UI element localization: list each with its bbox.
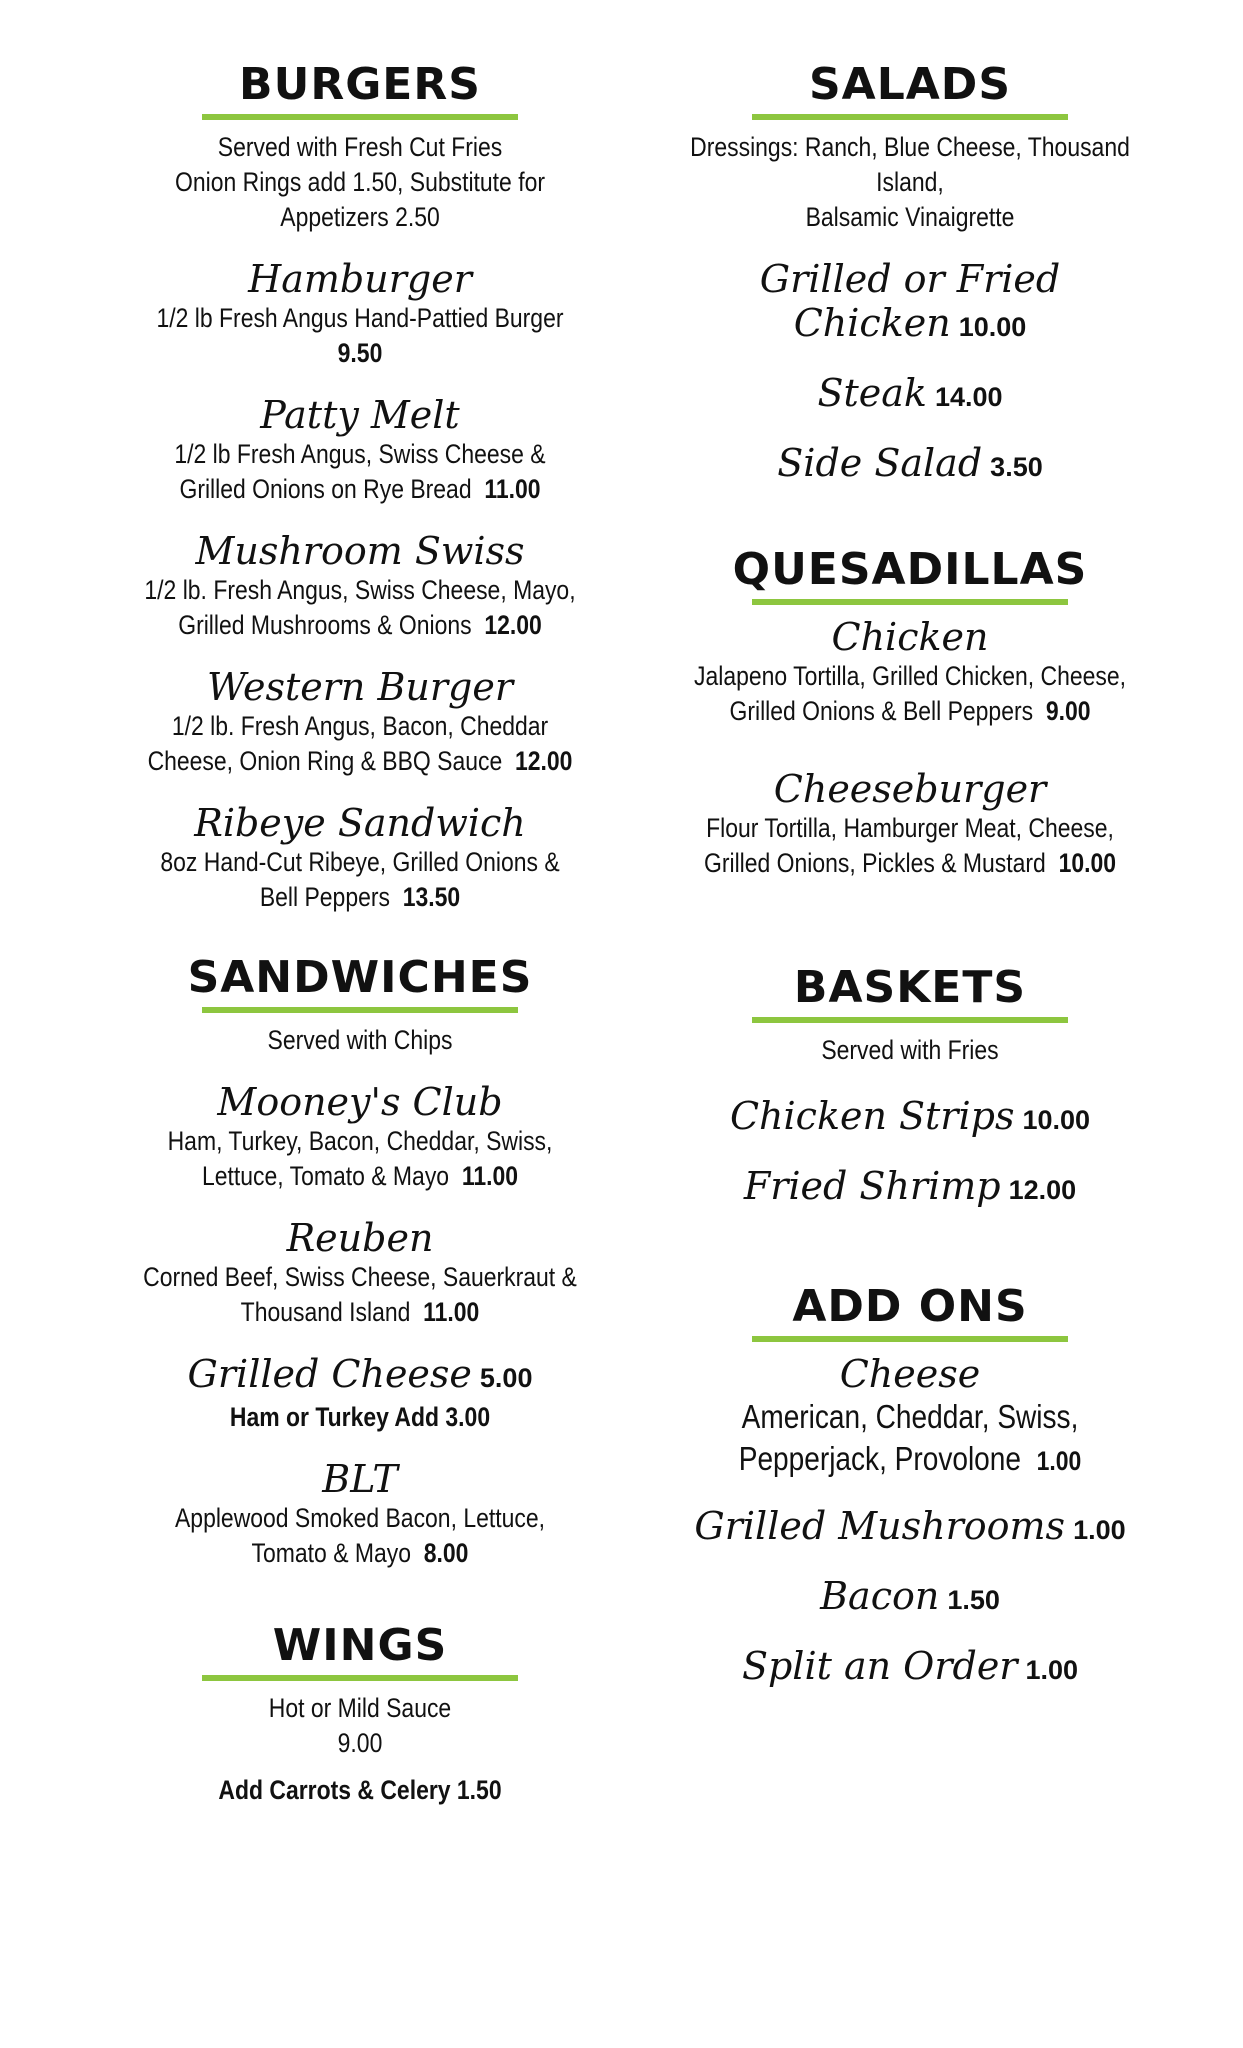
menu-item-patty-melt xyxy=(100,393,620,507)
addons-section xyxy=(650,1282,1170,1692)
item-desc-text: 1/2 lb Fresh Angus Hand-Pattied Burger xyxy=(156,303,564,333)
item-desc-text: American, Cheddar, Swiss, Pepperjack, Provolone xyxy=(738,1398,1079,1477)
menu-item-western-burger xyxy=(100,665,620,779)
menu-item-grilled-cheese xyxy=(100,1352,620,1435)
item-price: 1.00 xyxy=(1025,1655,1079,1685)
menu-item-reuben xyxy=(100,1216,620,1330)
item-desc xyxy=(139,1501,581,1571)
item-name: Chicken xyxy=(831,615,989,659)
item-name-row xyxy=(650,1094,1170,1142)
item-price: 11.00 xyxy=(484,474,541,504)
item-desc-text: Flour Tortilla, Hamburger Meat, Cheese, Grilled Onions, Pickles & Mustard xyxy=(703,813,1114,878)
item-name-row xyxy=(650,1574,1170,1622)
wings-price: 9.00 xyxy=(337,1728,383,1758)
item-name: Reuben xyxy=(286,1216,434,1260)
item-desc xyxy=(139,573,581,643)
item-name-row xyxy=(650,1644,1170,1692)
item-price: 11.00 xyxy=(423,1297,480,1327)
item-name: Hamburger xyxy=(248,257,472,301)
menu-item-grilled-mushrooms xyxy=(650,1504,1170,1552)
item-desc xyxy=(139,1260,581,1330)
item-desc xyxy=(139,1124,581,1194)
item-name-row xyxy=(650,441,1170,489)
section-underline xyxy=(752,1017,1068,1023)
item-name-row xyxy=(650,1504,1170,1552)
addons-title: ADD ONS xyxy=(792,1281,1028,1332)
item-name-row xyxy=(650,371,1170,419)
section-underline xyxy=(202,1675,518,1681)
menu-item-steak xyxy=(650,371,1170,419)
baskets-title: BASKETS xyxy=(793,962,1027,1013)
menu-item-mooneys-club xyxy=(100,1080,620,1194)
quesadillas-title: QUESADILLAS xyxy=(732,544,1088,595)
item-desc xyxy=(689,1396,1131,1482)
item-desc xyxy=(689,811,1131,881)
item-price: 9.50 xyxy=(337,338,383,368)
wings-section xyxy=(100,1621,620,1808)
burgers-desc-line: Appetizers 2.50 xyxy=(280,202,440,232)
section-underline xyxy=(752,1336,1068,1342)
item-name: Grilled Cheese xyxy=(187,1352,472,1396)
item-desc xyxy=(139,845,581,915)
menu-item-grilled-fried-chicken xyxy=(650,257,1170,349)
section-underline xyxy=(202,1007,518,1013)
item-desc xyxy=(689,659,1131,729)
right-column xyxy=(650,60,1170,1730)
item-price: 10.00 xyxy=(958,312,1027,342)
item-name: Mushroom Swiss xyxy=(195,529,525,573)
menu-item-ribeye-sandwich xyxy=(100,801,620,915)
item-name-row xyxy=(650,1164,1170,1212)
salads-title: SALADS xyxy=(808,59,1012,110)
item-desc-text: 1/2 lb. Fresh Angus, Bacon, Cheddar Cheese, Onion Ring & BBQ Sauce xyxy=(147,711,549,776)
item-name: Steak xyxy=(817,371,927,415)
section-underline xyxy=(752,599,1068,605)
burgers-section xyxy=(100,60,620,915)
item-name: Chicken Strips xyxy=(729,1094,1015,1138)
item-desc-text: 1/2 lb. Fresh Angus, Swiss Cheese, Mayo, Grilled Mushrooms & Onions xyxy=(144,575,576,640)
menu-item-mushroom-swiss xyxy=(100,529,620,643)
item-name: Split an Order xyxy=(741,1644,1018,1688)
menu-item-split-order xyxy=(650,1644,1170,1692)
item-desc-text: Corned Beef, Swiss Cheese, Sauerkraut & Thousand Island xyxy=(143,1262,577,1327)
menu-item-blt xyxy=(100,1457,620,1571)
item-price: 12.00 xyxy=(514,746,573,776)
wings-title: WINGS xyxy=(272,1620,448,1671)
baskets-desc: Served with Fries xyxy=(821,1035,999,1065)
menu-item-cheeseburger-quesadilla xyxy=(650,767,1170,881)
burgers-desc-line: Served with Fresh Cut Fries xyxy=(217,132,503,162)
item-price: 13.50 xyxy=(402,882,461,912)
item-desc xyxy=(139,709,581,779)
menu-item-hamburger xyxy=(100,257,620,371)
menu-item-side-salad xyxy=(650,441,1170,489)
burgers-desc-line: Onion Rings add 1.50, Substitute for xyxy=(175,167,545,197)
item-price: 1.00 xyxy=(1036,1446,1082,1476)
menu-item-fried-shrimp xyxy=(650,1164,1170,1212)
item-price: 1.00 xyxy=(1073,1515,1126,1545)
item-name: Cheeseburger xyxy=(773,767,1047,811)
menu-item-chicken-quesadilla xyxy=(650,615,1170,729)
wings-extra: Add Carrots & Celery 1.50 xyxy=(218,1775,502,1805)
burgers-title: BURGERS xyxy=(239,59,481,110)
salads-desc-line: Dressings: Ranch, Blue Cheese, Thousand xyxy=(690,132,1130,162)
item-name: Patty Melt xyxy=(260,393,460,437)
item-price: 11.00 xyxy=(461,1161,518,1191)
item-name: Grilled Mushrooms xyxy=(694,1504,1066,1548)
item-desc-text: Jalapeno Tortilla, Grilled Chicken, Cheese, Grilled Onions & Bell Peppers xyxy=(693,661,1127,726)
item-name: Western Burger xyxy=(207,665,513,709)
item-price: 1.50 xyxy=(947,1585,1000,1615)
item-price: 9.00 xyxy=(1045,696,1091,726)
salads-desc xyxy=(689,130,1131,235)
item-name: Grilled or Fried Chicken xyxy=(759,257,1061,345)
item-price: 14.00 xyxy=(934,382,1003,412)
item-price: 8.00 xyxy=(423,1538,469,1568)
item-name: Fried Shrimp xyxy=(743,1164,1001,1208)
baskets-section xyxy=(650,963,1170,1212)
item-name-row xyxy=(100,1352,620,1400)
item-name: Bacon xyxy=(820,1574,940,1618)
wings-desc: Hot or Mild Sauce xyxy=(268,1693,452,1723)
menu-item-bacon xyxy=(650,1574,1170,1622)
item-desc-text: Ham, Turkey, Bacon, Cheddar, Swiss, Lettuce, Tomato & Mayo xyxy=(167,1126,553,1191)
menu-item-cheese xyxy=(650,1352,1170,1482)
item-name: Cheese xyxy=(839,1352,981,1396)
item-name: Mooney's Club xyxy=(217,1080,503,1124)
section-underline xyxy=(202,114,518,120)
salads-desc-line: Balsamic Vinaigrette xyxy=(805,202,1015,232)
item-desc-text: 8oz Hand-Cut Ribeye, Grilled Onions & Bell Peppers xyxy=(160,847,560,912)
sandwiches-desc: Served with Chips xyxy=(267,1025,453,1055)
item-desc-text: Applewood Smoked Bacon, Lettuce, Tomato & Mayo xyxy=(174,1503,545,1568)
left-column xyxy=(100,60,620,1846)
salads-desc-line: Island, xyxy=(876,167,944,197)
item-name: Side Salad xyxy=(777,441,983,485)
item-price: 3.50 xyxy=(990,452,1043,482)
burgers-desc xyxy=(139,130,581,235)
item-desc xyxy=(139,301,581,371)
menu-item-chicken-strips xyxy=(650,1094,1170,1142)
quesadillas-section xyxy=(650,545,1170,881)
item-desc-text: 1/2 lb Fresh Angus, Swiss Cheese & Grilled Onions on Rye Bread xyxy=(174,439,546,504)
salads-section xyxy=(650,60,1170,489)
item-price: 12.00 xyxy=(1008,1175,1077,1205)
item-price: 10.00 xyxy=(1022,1105,1091,1135)
item-price: 5.00 xyxy=(479,1363,533,1393)
section-underline xyxy=(752,114,1068,120)
item-extra: Ham or Turkey Add 3.00 xyxy=(229,1402,491,1432)
item-price: 12.00 xyxy=(484,610,542,640)
sandwiches-section xyxy=(100,953,620,1571)
item-desc xyxy=(139,437,581,507)
sandwiches-title: SANDWICHES xyxy=(187,952,533,1003)
item-name-row xyxy=(650,257,1170,349)
item-name: BLT xyxy=(322,1457,398,1501)
item-name: Ribeye Sandwich xyxy=(194,801,526,845)
item-price: 10.00 xyxy=(1058,848,1117,878)
